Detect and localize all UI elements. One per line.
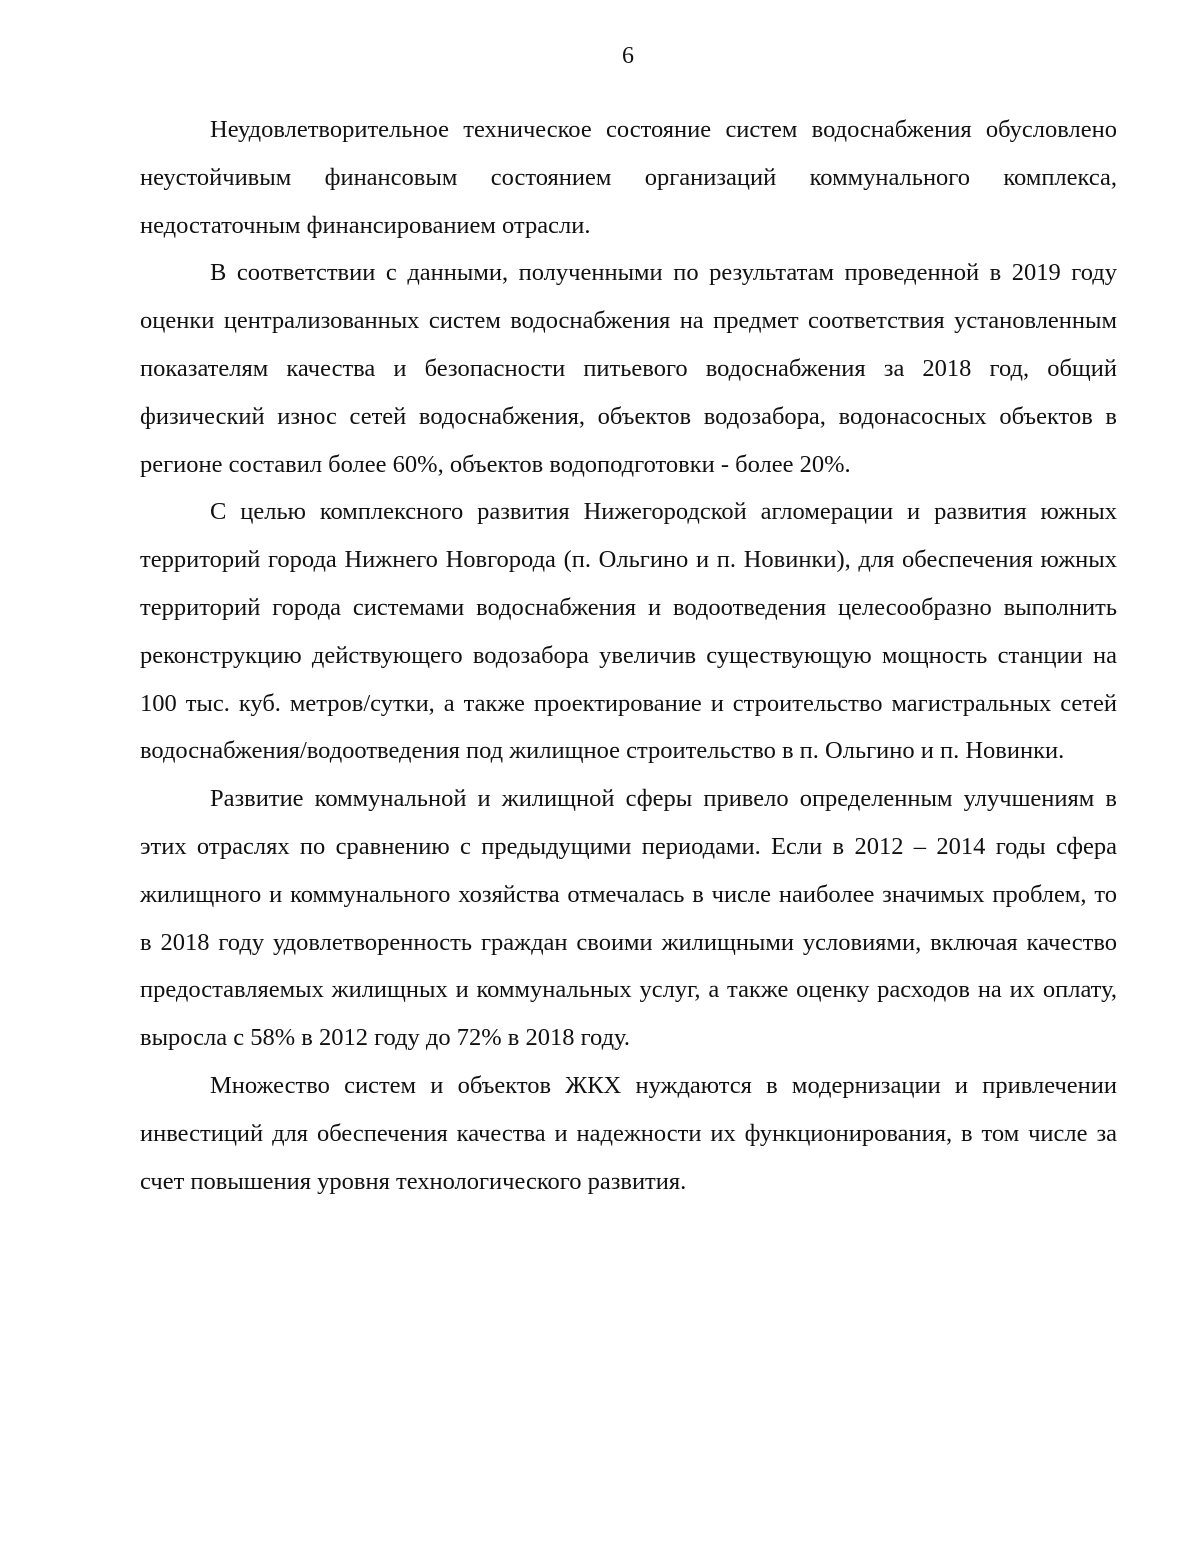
paragraph-water-supply-condition: Неудовлетворительное техническое состояние систем водоснабжения обусловлено неустойчивым финансовым состоянием организаций коммунального комплекса, недостаточным финансированием отрасли. (140, 116, 1117, 239)
paragraph-network-wear: В соответствии с данными, полученными по результатам проведенной в 2019 году оценки централизованных систем водоснабжения на предмет соответствия установленным показателям качества и безопасности питьевого водоснабжения за 2018 год, общий физический износ сетей водоснабжения, объектов водозабора, водонасосных объектов в регионе составил более 60%, объектов водоподготовки - более 20%. (140, 259, 1117, 478)
document-body (140, 106, 1117, 1205)
paragraph-housing-satisfaction: Развитие коммунальной и жилищной сферы привело определенным улучшениям в этих отраслях по сравнению с предыдущими периодами. Если в 2012 – 2014 годы сфера жилищного и коммунального хозяйства отмечалась в числе наиболее значимых проблем, то в 2018 году удовлетворенность граждан своими жилищными условиями, включая качество предоставляемых жилищных и коммунальных услуг, а также оценку расходов на их оплату, выросла с 58% в 2012 году до 72% в 2018 году. (140, 785, 1117, 1052)
paragraph-agglomeration-development: С целью комплексного развития Нижегородской агломерации и развития южных территорий города Нижнего Новгорода (п. Ольгино и п. Новинки), для обеспечения южных территорий города системами водоснабжения и водоотведения целесообразно выполнить реконструкцию действующего водозабора увеличив существующую мощность станции на 100 тыс. куб. метров/сутки, а также проектирование и строительство магистральных сетей водоснабжения/водоотведения под жилищное строительство в п. Ольгино и п. Новинки. (140, 498, 1117, 765)
paragraph-modernization-needs: Множество систем и объектов ЖКХ нуждаются в модернизации и привлечении инвестиций для обеспечения качества и надежности их функционирования, в том числе за счет повышения уровня технологического развития. (140, 1071, 1117, 1195)
page-number: 6 (622, 43, 634, 69)
